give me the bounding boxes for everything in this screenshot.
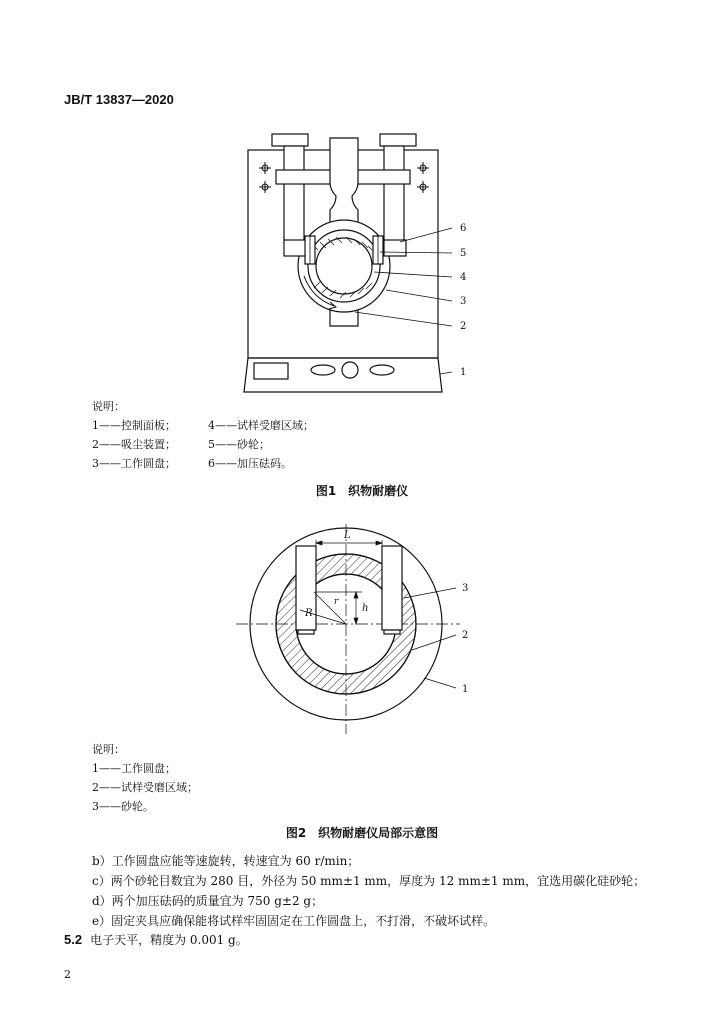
figure1-legend-item: 3——工作圆盘；: [92, 457, 176, 470]
display-window: [254, 363, 288, 379]
standard-code: JB/T 13837—2020: [64, 92, 174, 107]
clause-text: 电子天平，精度为 0.001 g。: [90, 933, 248, 947]
right-wheel: [382, 546, 402, 630]
figure1-drawing: [240, 128, 480, 398]
right-weight: [384, 240, 406, 256]
figure1-caption: 图1 织物耐磨仪: [315, 484, 409, 498]
callout-3: 3: [462, 583, 469, 594]
callout-3: 3: [460, 296, 467, 307]
figure1-legend-item: 5——砂轮；: [208, 438, 270, 451]
figure2-legend-item: 2——试样受磨区域；: [92, 781, 198, 794]
right-arm-cap: [380, 134, 416, 146]
figure2-legend-title: 说明：: [92, 743, 125, 756]
figure2-legend-item: 1——工作圆盘；: [92, 762, 176, 775]
requirement-item-e: e）固定夹具应确保能将试样牢固固定在工作圆盘上，不打滑，不破坏试样。: [92, 914, 496, 928]
working-disc: [298, 220, 390, 312]
callout-2: 2: [460, 321, 467, 332]
figure2-caption: 图2 织物耐磨仪局部示意图: [285, 826, 439, 840]
panel-button: [370, 365, 394, 375]
panel-knob: [342, 362, 358, 378]
clause-5-2: [64, 931, 248, 948]
requirement-item-d: d）两个加压砝码的质量宜为 750 g±2 g；: [92, 894, 324, 908]
requirement-item-c: c）两个砂轮目数宜为 280 目，外径为 50 mm±1 mm，厚度为 12 mm±1 mm，宜选用碳化硅砂轮；: [92, 874, 646, 888]
right-arm: [384, 146, 404, 242]
dim-R: R: [305, 608, 313, 619]
dim-L: L: [344, 530, 351, 541]
callout-6: 6: [460, 223, 467, 234]
callout-4: 4: [460, 272, 467, 283]
dim-r: r: [334, 597, 339, 607]
dim-h: h: [362, 603, 369, 614]
left-crossbar: [276, 170, 334, 184]
callout-5: 5: [460, 248, 467, 259]
page-number: 2: [64, 968, 71, 981]
figure1-legend-item: 4——试样受磨区域；: [208, 419, 314, 432]
figure2-drawing: [230, 520, 490, 738]
left-weight: [284, 240, 306, 256]
figure2-legend-item: 3——砂轮。: [92, 800, 154, 813]
right-crossbar: [352, 170, 410, 184]
requirement-item-b: b）工作圆盘应能等速旋转，转速宜为 60 r/min；: [92, 854, 360, 868]
panel-button: [311, 365, 335, 375]
callout-1: 1: [460, 367, 467, 378]
left-arm-cap: [272, 134, 308, 146]
callout-1: 1: [462, 684, 469, 695]
figure1-legend-item: 6——加压砝码。: [208, 457, 292, 470]
figure1-legend-item: 2——吸尘装置；: [92, 438, 176, 451]
figure1-legend-item: 1——控制面板；: [92, 419, 176, 432]
figure1-legend-title: 说明：: [92, 400, 125, 413]
left-arm: [284, 146, 304, 242]
callout-2: 2: [462, 630, 469, 641]
clause-number: 5.2: [64, 932, 83, 947]
